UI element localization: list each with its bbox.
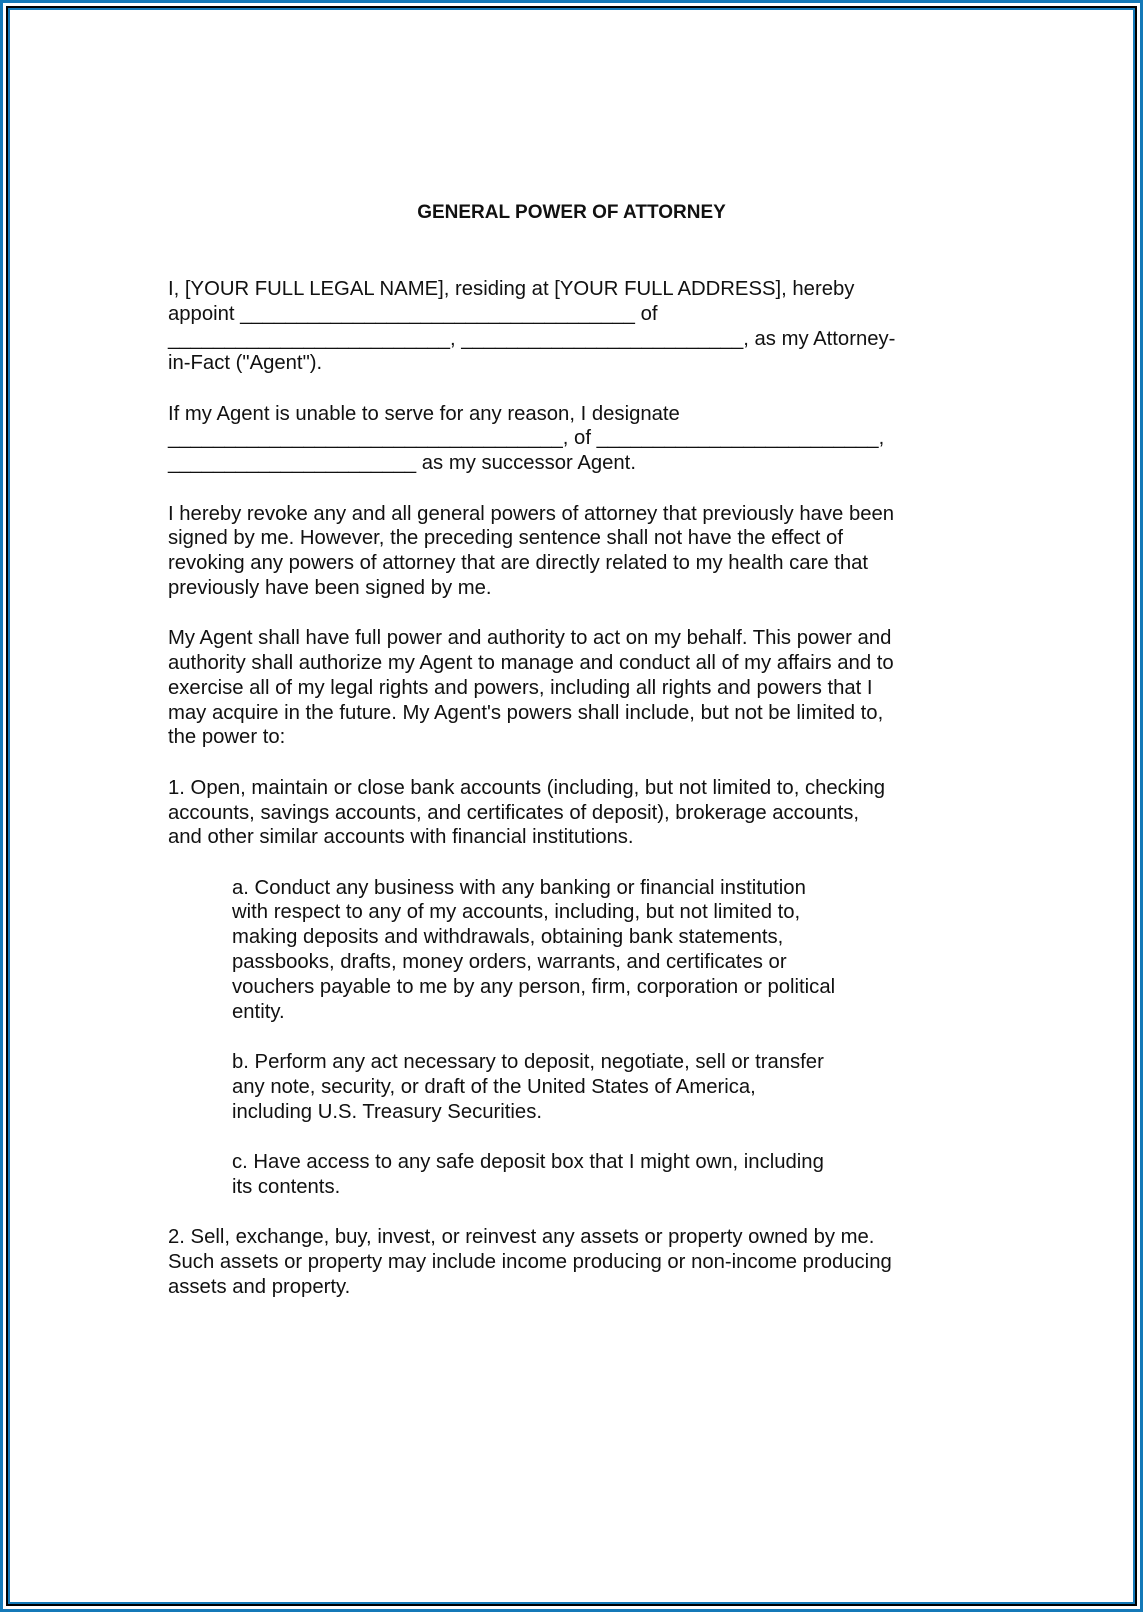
text-line: accounts, savings accounts, and certificates of deposit), brokerage accounts, [168, 801, 860, 824]
text-line: Such assets or property may include income producing or non-income producing [168, 1250, 892, 1273]
text-line: its contents. [232, 1175, 341, 1198]
text-line: assets and property. [168, 1275, 351, 1298]
text-line: My Agent shall have full power and authority to act on my behalf. This power and [168, 627, 892, 650]
text-line: may acquire in the future. My Agent's powers shall include, but not be limited to, [168, 701, 884, 724]
text-line: with respect to any of my accounts, including, but not limited to, [232, 901, 801, 924]
text-line: c. Have access to any safe deposit box that I might own, including [232, 1150, 824, 1173]
paragraph [168, 776, 988, 850]
text-line: 2. Sell, exchange, buy, invest, or reinvest any assets or property owned by me. [168, 1225, 875, 1248]
text-line: authority shall authorize my Agent to manage and conduct all of my affairs and to [168, 652, 894, 675]
paragraph [168, 502, 988, 601]
text-line: a. Conduct any business with any banking or financial institution [232, 876, 806, 899]
text-line: ______________________ as my successor Agent. [168, 452, 636, 475]
text-line: _________________________, _________________________, as my Attorney- [168, 327, 896, 350]
text-line: making deposits and withdrawals, obtaining bank statements, [232, 926, 784, 949]
text-line: any note, security, or draft of the United States of America, [232, 1075, 756, 1098]
document-title: GENERAL POWER OF ATTORNEY [417, 202, 726, 223]
paragraph [232, 876, 988, 1025]
text-line: previously have been signed by me. [168, 576, 492, 599]
text-line: I hereby revoke any and all general powers of attorney that previously have been [168, 502, 895, 525]
paragraph [232, 1150, 988, 1200]
text-line: appoint ___________________________________ of [168, 302, 658, 325]
text-line: signed by me. However, the preceding sentence shall not have the effect of [168, 527, 843, 550]
text-line: vouchers payable to me by any person, firm, corporation or political [232, 975, 836, 998]
paragraph [232, 1050, 988, 1124]
document-body [168, 277, 988, 1325]
text-line: and other similar accounts with financial institutions. [168, 826, 634, 849]
text-line: 1. Open, maintain or close bank accounts (including, but not limited to, checking [168, 776, 886, 799]
paragraph [168, 402, 988, 476]
text-line: ___________________________________, of _________________________, [168, 427, 885, 450]
text-line: If my Agent is unable to serve for any reason, I designate [168, 402, 680, 425]
paragraph [168, 1225, 988, 1299]
text-line: I, [YOUR FULL LEGAL NAME], residing at [YOUR FULL ADDRESS], hereby [168, 278, 855, 300]
paragraph [168, 277, 988, 376]
text-line: the power to: [168, 726, 286, 749]
text-line: b. Perform any act necessary to deposit, negotiate, sell or transfer [232, 1050, 824, 1073]
text-line: in-Fact ("Agent"). [168, 352, 323, 375]
text-line: including U.S. Treasury Securities. [232, 1100, 542, 1123]
text-line: entity. [232, 1000, 285, 1023]
text-line: exercise all of my legal rights and powers, including all rights and powers that I [168, 676, 873, 699]
text-line: revoking any powers of attorney that are directly related to my health care that [168, 552, 869, 575]
paragraph [168, 626, 988, 750]
text-line: passbooks, drafts, money orders, warrants, and certificates or [232, 951, 787, 974]
